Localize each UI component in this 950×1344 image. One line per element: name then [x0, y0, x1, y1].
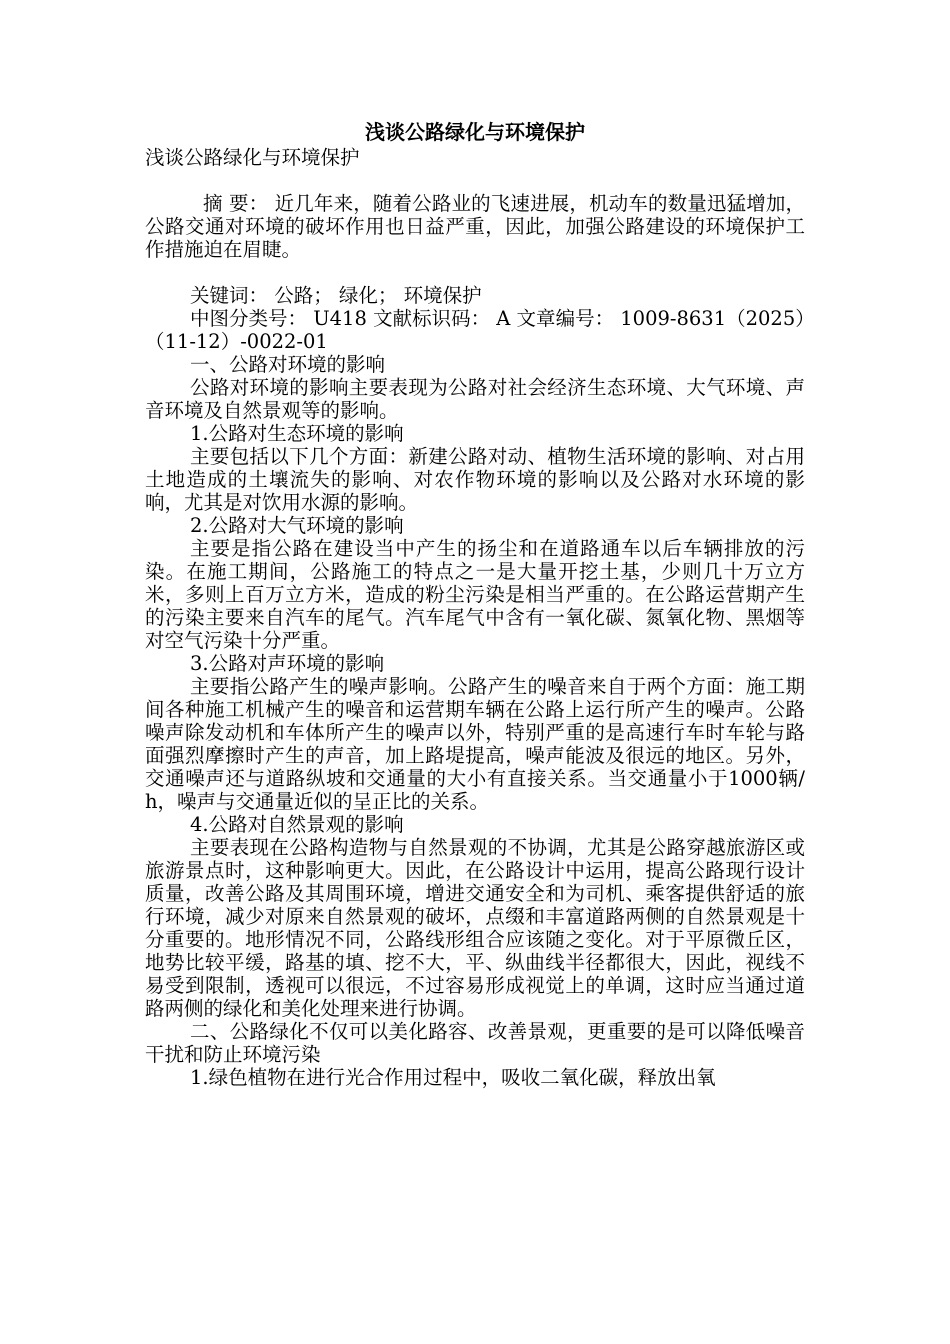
subsection-heading: 2.公路对大气环境的影响	[190, 514, 404, 537]
section-heading: 二、公路绿化不仅可以美化路容、改善景观，更重要的是可以降低噪音干扰和防止环境污染	[145, 1020, 805, 1066]
blank-line	[145, 169, 805, 192]
keywords: 关键词： 公路； 绿化； 环境保护	[190, 284, 482, 307]
subsection-heading: 3.公路对声环境的影响	[190, 652, 385, 675]
subsection-heading: 4.公路对自然景观的影响	[190, 813, 404, 836]
body-paragraph: 主要是指公路在建设当中产生的扬尘和在道路通车以后车辆排放的污染。在施工期间，公路施工的特点之一是大量开挖土基，少则几十万立方米，多则上百万立方米，造成的粉尘污染是相当严重的。在公路运营期产生的污染主要来自汽车的尾气。汽车尾气中含有一氧化碳、氮氧化物、黑烟等对空气污染十分严重。	[145, 537, 805, 652]
document-title: 浅谈公路绿化与环境保护	[365, 120, 585, 144]
body-paragraph: 公路对环境的影响主要表现为公路对社会经济生态环境、大气环境、声音环境及自然景观等的影响。	[145, 376, 805, 422]
section-heading: 一、公路对环境的影响	[190, 353, 386, 376]
classification-info: 中图分类号： U418 文献标识码： A 文章编号： 1009-8631（2025）（11-12）-0022-01	[145, 307, 805, 353]
body-paragraph: 主要表现在公路构造物与自然景观的不协调，尤其是公路穿越旅游区或旅游景点时，这种影响更大。因此，在公路设计中运用，提高公路现行设计质量，改善公路及其周围环境，增进交通安全和为司机、乘客提供舒适的旅行环境，减少对原来自然景观的破坏，点缀和丰富道路两侧的自然景观是十分重要的。地形情况不同，公路线形组合应该随之变化。对于平原微丘区，地势比较平缓，路基的填、挖不大，平、纵曲线半径都很大，因此，视线不易受到限制，透视可以很远，不过容易形成视觉上的单调，这时应当通过道路两侧的绿化和美化处理来进行协调。	[145, 836, 805, 1020]
body-paragraph: 主要指公路产生的噪声影响。公路产生的噪音来自于两个方面：施工期间各种施工机械产生的噪音和运营期车辆在公路上运行所产生的噪声。公路噪声除发动机和车体所产生的噪声以外，特别严重的是高速行车时车轮与路面强烈摩擦时产生的声音，加上路堤提高，噪声能波及很远的地区。另外，交通噪声还与道路纵坡和交通量的大小有直接关系。当交通量小于1000辆/h，噪声与交通量近似的呈正比的关系。	[145, 675, 805, 813]
blank-line	[145, 261, 805, 284]
document-page	[145, 118, 805, 1089]
subsection-heading: 1.公路对生态环境的影响	[190, 422, 404, 445]
document-subtitle: 浅谈公路绿化与环境保护	[145, 146, 360, 169]
abstract: 摘 要： 近几年来，随着公路业的飞速进展，机动车的数量迅猛增加，公路交通对环境的破坏作用也日益严重，因此，加强公路建设的环境保护工作措施迫在眉睫。	[145, 192, 805, 261]
body-paragraph: 1.绿色植物在进行光合作用过程中，吸收二氧化碳，释放出氧	[190, 1066, 716, 1089]
body-paragraph: 主要包括以下几个方面：新建公路对动、植物生活环境的影响、对占用土地造成的土壤流失的影响、对农作物环境的影响以及公路对水环境的影响，尤其是对饮用水源的影响。	[145, 445, 805, 514]
